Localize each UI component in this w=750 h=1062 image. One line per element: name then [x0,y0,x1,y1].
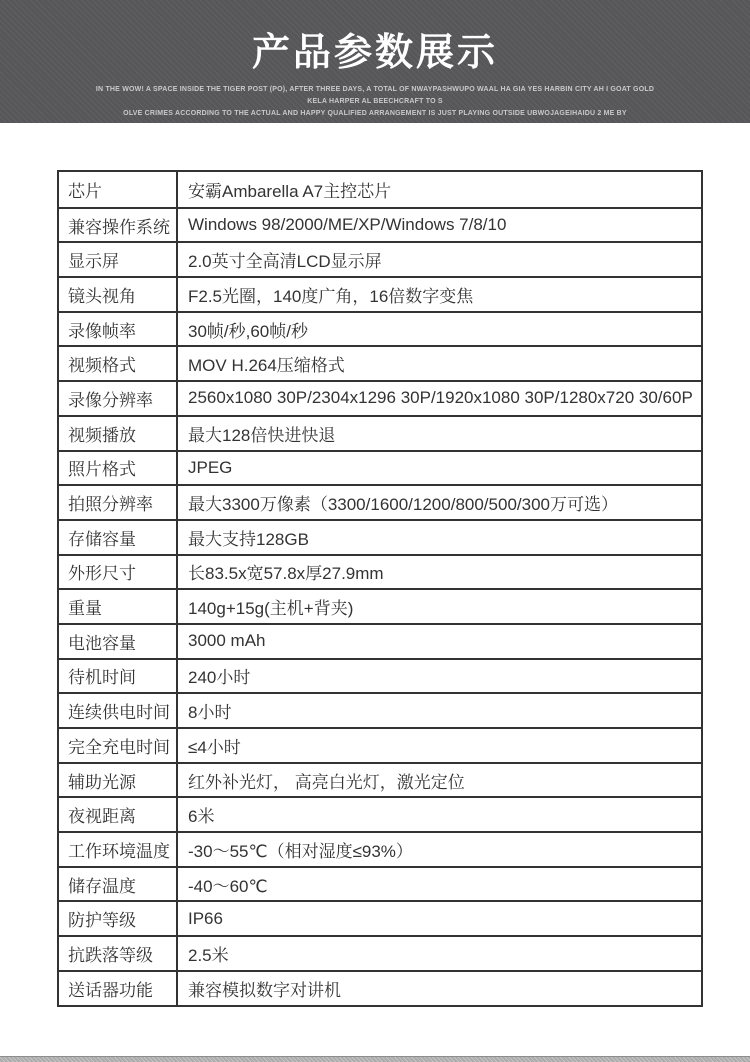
spec-label: 显示屏 [59,243,178,276]
spec-label: 夜视距离 [59,798,178,831]
table-row [59,172,701,207]
table-row [59,519,701,554]
table-row [59,970,701,1005]
spec-label: 连续供电时间 [59,694,178,727]
table-row [59,450,701,485]
banner-subtitle-line1: IN THE WOW! A SPACE INSIDE THE TIGER POST (PO), AFTER THREE DAYS, A TOTAL OF NWAYPASHWUPO WAAL HA GIA YES HARBIN CITY AH I GOAT GOLD KELA HARPER AL BEECHCRAFT TO S [95,86,655,105]
table-row [59,658,701,693]
table-row [59,623,701,658]
spec-label: 抗跌落等级 [59,937,178,970]
spec-label: 防护等级 [59,902,178,935]
table-row [59,345,701,380]
table-row [59,692,701,727]
spec-label: 辅助光源 [59,764,178,797]
table-row [59,311,701,346]
table-row [59,866,701,901]
spec-value: 2.0英寸全高清LCD显示屏 [188,252,382,272]
spec-label: 存储容量 [59,521,178,554]
spec-value: 最大支持128GB [188,529,309,549]
spec-label: 储存温度 [59,868,178,901]
spec-label: 视频播放 [59,417,178,450]
table-row [59,727,701,762]
spec-label: 兼容操作系统 [59,209,178,242]
spec-value: 3000 mAh [188,631,266,651]
spec-value: ≤4小时 [188,737,241,757]
footer-bar [0,1056,750,1062]
spec-value: 安霸Ambarella A7主控芯片 [188,181,392,201]
table-row [59,935,701,970]
spec-value: 8小时 [188,703,232,723]
spec-value: 2.5米 [188,945,229,965]
spec-value: 红外补光灯， 高亮白光灯，激光定位 [188,772,465,792]
spec-value: MOV H.264压缩格式 [188,356,345,376]
spec-value: 140g+15g(主机+背夹) [188,599,354,619]
spec-label: 视频格式 [59,347,178,380]
table-row [59,207,701,242]
spec-value: 240小时 [188,668,251,688]
spec-value: 30帧/秒,60帧/秒 [188,321,308,341]
spec-label: 送话器功能 [59,972,178,1005]
spec-value: 最大3300万像素（3300/1600/1200/800/500/300万可选） [188,495,618,515]
spec-value: -30～55℃（相对湿度≤93%） [188,841,413,861]
banner-subtitle-line2: OLVE CRIMES ACCORDING TO THE ACTUAL AND HAPPY QUALIFIED ARRANGEMENT IS JUST PLAYING OUTSIDE UBWOJAGEIHAIDU 2 ME BY [123,110,627,117]
spec-value: Windows 98/2000/ME/XP/Windows 7/8/10 [188,215,507,235]
table-row [59,900,701,935]
banner-subtitle [85,84,665,120]
spec-value: JPEG [188,457,233,477]
table-row [59,831,701,866]
table-row [59,588,701,623]
spec-value: 2560x1080 30P/2304x1296 30P/1920x1080 30P/1280x720 30/60P [188,388,693,408]
spec-value: 最大128倍快进快退 [188,425,336,445]
table-row [59,762,701,797]
spec-label: 完全充电时间 [59,729,178,762]
spec-value: -40～60℃ [188,876,268,896]
spec-value: 长83.5x宽57.8x厚27.9mm [188,564,384,584]
table-row [59,484,701,519]
table-row [59,241,701,276]
table-row [59,276,701,311]
spec-table [57,170,703,1007]
spec-label: 待机时间 [59,660,178,693]
spec-label: 录像帧率 [59,313,178,346]
header-banner [0,0,750,123]
spec-label: 录像分辨率 [59,382,178,415]
spec-value: 兼容模拟数字对讲机 [188,980,341,1000]
table-row [59,796,701,831]
spec-label: 芯片 [59,172,178,207]
spec-label: 工作环境温度 [59,833,178,866]
spec-value: IP66 [188,908,223,928]
table-row [59,554,701,589]
spec-label: 电池容量 [59,625,178,658]
spec-label: 外形尺寸 [59,556,178,589]
page-title: 产品参数展示 [251,32,498,74]
spec-label: 镜头视角 [59,278,178,311]
table-row [59,415,701,450]
spec-value: F2.5光圈，140度广角，16倍数字变焦 [188,286,474,306]
spec-label: 拍照分辨率 [59,486,178,519]
spec-label: 重量 [59,590,178,623]
spec-value: 6米 [188,807,215,827]
table-row [59,380,701,415]
spec-label: 照片格式 [59,452,178,485]
